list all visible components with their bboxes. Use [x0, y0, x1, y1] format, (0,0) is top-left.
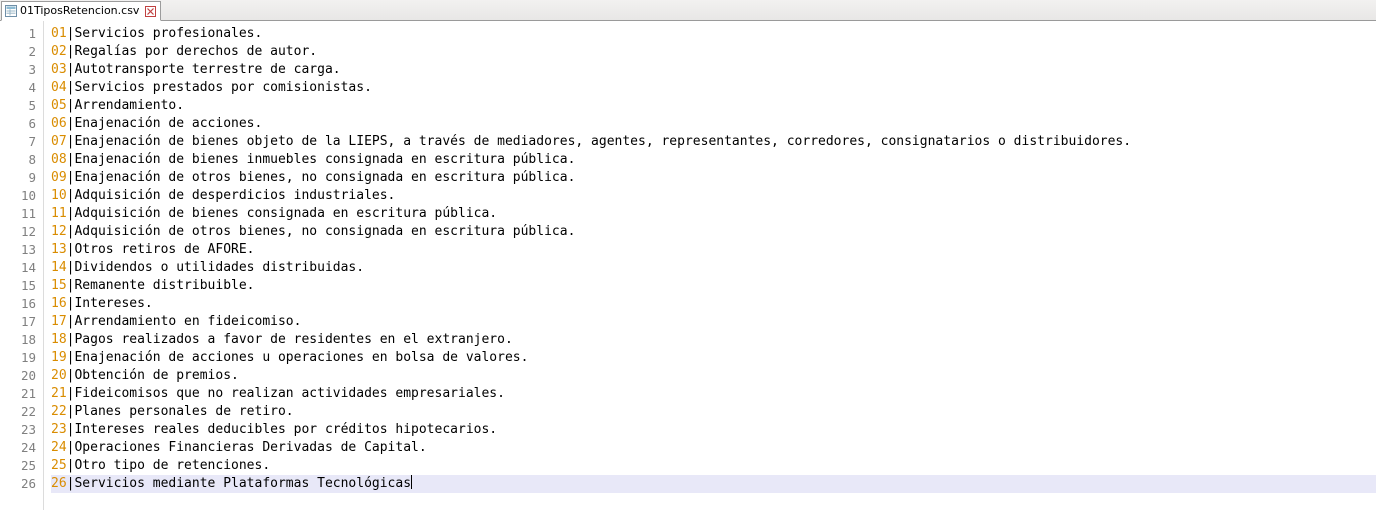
field-separator: |: [66, 440, 75, 455]
retention-code: 19: [51, 350, 67, 365]
code-line[interactable]: [51, 97, 1376, 115]
retention-code: 16: [51, 296, 67, 311]
retention-description: Adquisición de otros bienes, no consignada en escritura pública.: [74, 224, 576, 239]
retention-description: Operaciones Financieras Derivadas de Capital.: [74, 440, 427, 455]
field-separator: |: [66, 62, 75, 77]
field-separator: |: [66, 134, 75, 149]
line-number: 9: [28, 170, 36, 185]
code-line[interactable]: [51, 187, 1376, 205]
line-number: 25: [20, 458, 36, 473]
code-line[interactable]: [51, 313, 1376, 331]
field-separator: |: [66, 188, 75, 203]
line-number: 21: [20, 386, 36, 401]
retention-description: Arrendamiento.: [74, 98, 185, 113]
field-separator: |: [66, 278, 75, 293]
line-number: 23: [20, 422, 36, 437]
field-separator: |: [66, 314, 75, 329]
line-number: 13: [20, 242, 36, 257]
line-number: 24: [20, 440, 36, 455]
retention-code: 25: [51, 458, 67, 473]
retention-description: Fideicomisos que no realizan actividades empresariales.: [74, 386, 505, 401]
retention-code: 18: [51, 332, 67, 347]
field-separator: |: [66, 206, 75, 221]
field-separator: |: [66, 44, 75, 59]
line-number: 14: [20, 260, 36, 275]
retention-code: 08: [51, 152, 67, 167]
line-number: 2: [28, 44, 36, 59]
code-line[interactable]: [51, 457, 1376, 475]
field-separator: |: [66, 422, 75, 437]
retention-description: Intereses reales deducibles por créditos hipotecarios.: [74, 422, 498, 437]
retention-description: Pagos realizados a favor de residentes en el extranjero.: [74, 332, 513, 347]
code-line[interactable]: [51, 151, 1376, 169]
code-area[interactable]: [44, 21, 1376, 510]
field-separator: |: [66, 224, 75, 239]
line-number: 8: [28, 152, 36, 167]
editor-tab[interactable]: [1, 1, 161, 21]
csv-file-icon: [5, 5, 17, 17]
code-line[interactable]: [51, 349, 1376, 367]
field-separator: |: [66, 332, 75, 347]
retention-code: 26: [51, 476, 67, 491]
line-number: 4: [28, 80, 36, 95]
retention-code: 01: [51, 26, 67, 41]
retention-description: Regalías por derechos de autor.: [74, 44, 318, 59]
retention-description: Arrendamiento en fideicomiso.: [74, 314, 302, 329]
retention-code: 17: [51, 314, 67, 329]
retention-code: 04: [51, 80, 67, 95]
retention-code: 20: [51, 368, 67, 383]
code-line[interactable]: [51, 223, 1376, 241]
code-line[interactable]: [51, 277, 1376, 295]
retention-code: 21: [51, 386, 67, 401]
code-line[interactable]: [51, 25, 1376, 43]
field-separator: |: [66, 98, 75, 113]
retention-code: 02: [51, 44, 67, 59]
line-number: 15: [20, 278, 36, 293]
retention-description: Intereses.: [74, 296, 153, 311]
retention-code: 06: [51, 116, 67, 131]
field-separator: |: [66, 242, 75, 257]
retention-code: 09: [51, 170, 67, 185]
code-line[interactable]: [51, 61, 1376, 79]
retention-description: Autotransporte terrestre de carga.: [74, 62, 341, 77]
field-separator: |: [66, 80, 75, 95]
field-separator: |: [66, 116, 75, 131]
retention-code: 14: [51, 260, 67, 275]
retention-code: 05: [51, 98, 67, 113]
retention-description: Planes personales de retiro.: [74, 404, 294, 419]
code-line[interactable]: [51, 169, 1376, 187]
line-number: 17: [20, 314, 36, 329]
retention-description: Enajenación de bienes inmuebles consignada en escritura pública.: [74, 152, 576, 167]
retention-code: 22: [51, 404, 67, 419]
field-separator: |: [66, 152, 75, 167]
retention-description: Servicios profesionales.: [74, 26, 263, 41]
line-number: 16: [20, 296, 36, 311]
field-separator: |: [66, 26, 75, 41]
line-number: 18: [20, 332, 36, 347]
retention-description: Otros retiros de AFORE.: [74, 242, 255, 257]
retention-description: Servicios mediante Plataformas Tecnológicas: [74, 476, 412, 491]
line-number: 7: [28, 134, 36, 149]
line-number: 26: [20, 476, 36, 491]
code-line[interactable]: [51, 43, 1376, 61]
line-number: 20: [20, 368, 36, 383]
code-line[interactable]: [51, 367, 1376, 385]
line-number: 12: [20, 224, 36, 239]
field-separator: |: [66, 368, 75, 383]
field-separator: |: [66, 458, 75, 473]
code-line[interactable]: [51, 403, 1376, 421]
retention-code: 23: [51, 422, 67, 437]
retention-code: 24: [51, 440, 67, 455]
tab-label: 01TiposRetencion.csv: [20, 4, 140, 17]
code-line[interactable]: [51, 259, 1376, 277]
retention-description: Obtención de premios.: [74, 368, 239, 383]
code-line[interactable]: [51, 421, 1376, 439]
retention-description: Otro tipo de retenciones.: [74, 458, 271, 473]
code-line[interactable]: [51, 331, 1376, 349]
line-number: 3: [28, 62, 36, 77]
retention-description: Enajenación de acciones u operaciones en bolsa de valores.: [74, 350, 529, 365]
code-line[interactable]: [51, 295, 1376, 313]
retention-code: 11: [51, 206, 67, 221]
text-caret: [411, 475, 412, 489]
field-separator: |: [66, 386, 75, 401]
retention-code: 03: [51, 62, 67, 77]
field-separator: |: [66, 476, 75, 491]
retention-code: 10: [51, 188, 67, 203]
code-line[interactable]: [51, 133, 1376, 151]
line-number: 22: [20, 404, 36, 419]
code-line[interactable]: [51, 439, 1376, 457]
retention-description: Remanente distribuible.: [74, 278, 255, 293]
code-line[interactable]: [51, 79, 1376, 97]
code-line[interactable]: [51, 241, 1376, 259]
field-separator: |: [66, 404, 75, 419]
code-line[interactable]: [51, 385, 1376, 403]
close-icon[interactable]: [144, 5, 156, 17]
retention-description: Adquisición de desperdicios industriales.: [74, 188, 396, 203]
retention-code: 13: [51, 242, 67, 257]
text-editor[interactable]: [0, 21, 1376, 510]
field-separator: |: [66, 350, 75, 365]
line-number: 6: [28, 116, 36, 131]
retention-description: Enajenación de otros bienes, no consignada en escritura pública.: [74, 170, 576, 185]
retention-code: 12: [51, 224, 67, 239]
code-line[interactable]: [51, 205, 1376, 223]
code-line[interactable]: [51, 115, 1376, 133]
retention-description: Enajenación de acciones.: [74, 116, 263, 131]
line-number: 10: [20, 188, 36, 203]
retention-code: 15: [51, 278, 67, 293]
retention-description: Enajenación de bienes objeto de la LIEPS, a través de mediadores, agentes, representantes, corredores, consignatarios o distribuidores.: [74, 134, 1132, 149]
line-number: 19: [20, 350, 36, 365]
line-number: 5: [28, 98, 36, 113]
line-number: 11: [20, 206, 36, 221]
field-separator: |: [66, 296, 75, 311]
retention-description: Dividendos o utilidades distribuidas.: [74, 260, 365, 275]
retention-code: 07: [51, 134, 67, 149]
retention-description: Servicios prestados por comisionistas.: [74, 80, 372, 95]
retention-description: Adquisición de bienes consignada en escritura pública.: [74, 206, 498, 221]
line-number-gutter: [0, 21, 44, 510]
code-line[interactable]: [51, 475, 1376, 493]
tab-bar: [0, 0, 1376, 21]
line-number: 1: [28, 26, 36, 41]
field-separator: |: [66, 260, 75, 275]
field-separator: |: [66, 170, 75, 185]
